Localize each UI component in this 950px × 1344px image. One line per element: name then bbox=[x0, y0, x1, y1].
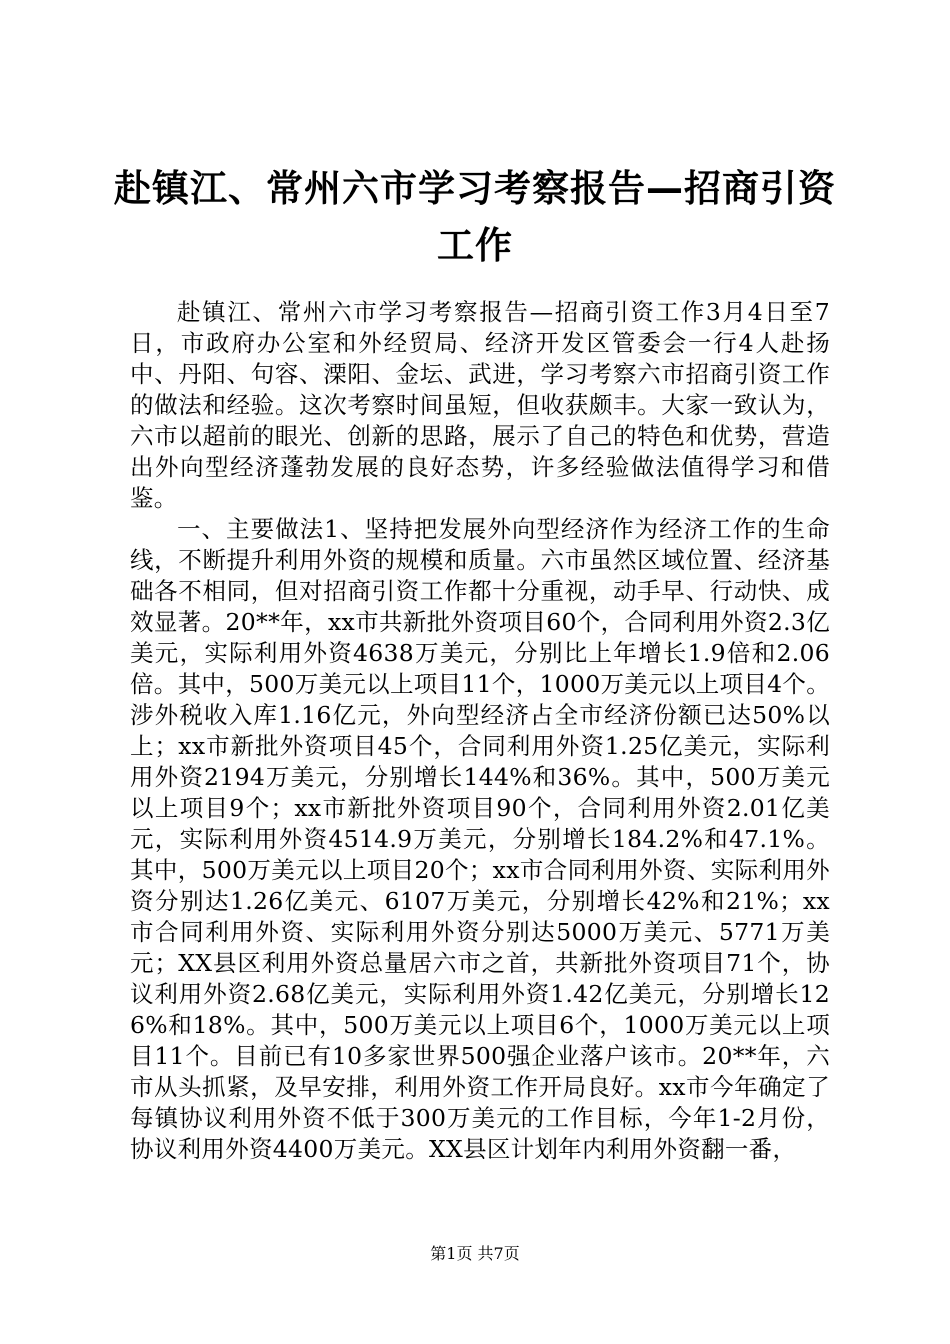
paragraph-intro: 赴镇江、常州六市学习考察报告—招商引资工作3月4日至7日，市政府办公室和外经贸局、经济开发区管委会一行4人赴扬中、丹阳、句容、溧阳、金坛、武进，学习考察六市招商引资工作的做法和经验。这次考察时间虽短，但收获颇丰。大家一致认为，六市以超前的眼光、创新的思路，展示了自己的特色和优势，营造出外向型经济蓬勃发展的良好态势，许多经验做法值得学习和借鉴。 bbox=[130, 298, 830, 512]
page-number-footer: 第1页 共7页 bbox=[430, 1244, 520, 1263]
document-body bbox=[130, 297, 830, 1165]
paragraph-main-practices: 一、主要做法1、坚持把发展外向型经济作为经济工作的生命线，不断提升利用外资的规模和质量。六市虽然区域位置、经济基础各不相同，但对招商引资工作都十分重视，动手早、行动快、成效显著。20**年，xx市共新批外资项目60个，合同利用外资2.3亿美元，实际利用外资4638万美元，分别比上年增长1.9倍和2.06倍。其中，500万美元以上项目11个，1000万美元以上项目4个。涉外税收入库1.16亿元，外向型经济占全市经济份额已达50%以上；xx市新批外资项目45个，合同利用外资1.25亿美元，实际利用外资2194万美元，分别增长144%和36%。其中，500万美元以上项目9个；xx市新批外资项目90个，合同利用外资2.01亿美元，实际利用外资4514.9万美元，分别增长184.2%和47.1%。其中，500万美元以上项目20个；xx市合同利用外资、实际利用外资分别达1.26亿美元、6107万美元，分别增长42%和21%；xx市合同利用外资、实际利用外资分别达5000万美元、5771万美元；XX县区利用外资总量居六市之首，共新批外资项目71个，协议利用外资2.68亿美元，实际利用外资1.42亿美元，分别增长126%和18%。其中，500万美元以上项目6个，1000万美元以上项目11个。目前已有10多家世界500强企业落户该市。20**年，六市从头抓紧，及早安排，利用外资工作开局良好。xx市今年确定了每镇协议利用外资不低于300万美元的工作目标，今年1-2月份，协议利用外资4400万美元。XX县区计划年内利用外资翻一番， bbox=[130, 515, 830, 1163]
document-title: 赴镇江、常州六市学习考察报告—招商引资工作 bbox=[114, 167, 836, 267]
